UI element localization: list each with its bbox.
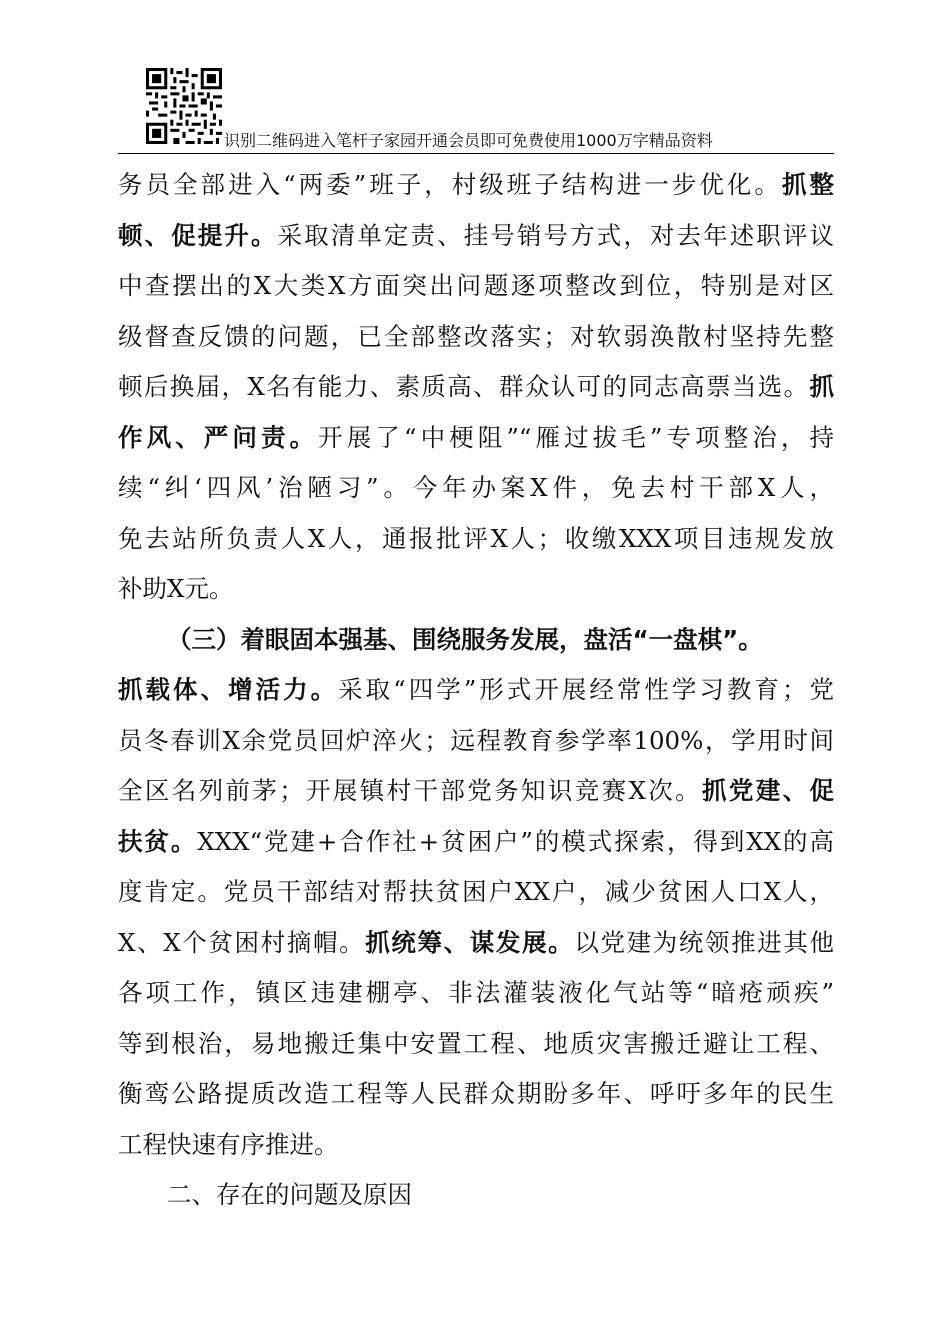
text-line — [118, 413, 834, 464]
text-line: 各项工作，镇区违建棚亭、非法灌装液化气站等“暗疮顽疾” — [118, 978, 834, 1007]
bold-lead: 抓党建、促 — [702, 776, 834, 805]
text-line — [118, 362, 834, 413]
text-line: 免去站所负责人X人，通报批评X人；收缴XXX项目违规发放 — [118, 523, 834, 553]
heading-text: （三）着眼固本强基、围绕服务发展，盘活“一盘棋”。 — [167, 624, 763, 654]
document-body — [118, 160, 834, 1221]
text-line: 工程快速有序推进。 — [118, 1129, 339, 1159]
text-line — [118, 918, 834, 969]
bold-lead: 扶贫。 — [118, 826, 198, 856]
section-heading: 二、存在的问题及原因 — [167, 1180, 412, 1209]
text-line: 级督查反馈的问题，已全部整改落实；对软弱涣散村坚持先整 — [118, 321, 834, 351]
text-line — [118, 160, 834, 211]
bold-lead: 作风、严问责。 — [118, 422, 319, 452]
body-text: 顿后换届，X名有能力、素质高、群众认可的同志高票当选。 — [118, 372, 810, 401]
text-line — [118, 766, 834, 817]
text-line — [118, 211, 834, 262]
body-text: X、X个贫困村摘帽。 — [118, 927, 366, 957]
text-line: 度肯定。党员干部结对帮扶贫困户XX户，减少贫困人口X人， — [118, 877, 834, 906]
body-text: 务员全部进入“两委”班子，村级班子结构进一步优化。 — [118, 170, 782, 199]
body-text: 开展了“中梗阻”“雁过拔毛”专项整治，持 — [318, 422, 834, 452]
text-line: 员冬春训X余党员回炉淬火；远程教育参学率100%，学用时间 — [118, 725, 834, 755]
page-header — [118, 62, 834, 154]
body-text: 采取清单定责、挂号销号方式，对去年述职评议 — [277, 220, 834, 250]
bold-lead: 顿、促提升。 — [118, 220, 278, 250]
text-line: 等到根治，易地搬迁集中安置工程、地质灾害搬迁避让工程、 — [118, 1028, 834, 1058]
body-text: 以党建为统领推进其他 — [574, 927, 834, 957]
qr-code-icon[interactable] — [146, 68, 222, 144]
header-divider — [118, 153, 834, 154]
bold-lead: 抓统筹、谋发展。 — [365, 927, 575, 957]
bold-lead: 抓载体、增活力。 — [118, 675, 339, 704]
bold-lead: 抓 — [809, 372, 834, 401]
body-text: 采取“四学”形式开展经常性学习教育；党 — [338, 675, 834, 704]
subsection-heading — [118, 615, 834, 666]
text-line — [118, 817, 834, 868]
paragraph — [118, 615, 834, 1171]
body-text: 全区名列前茅；开展镇村干部党务知识竞赛X次。 — [118, 776, 703, 805]
text-line: 续“纠‘四风’治陋习”。今年办案X件，免去村干部X人， — [118, 473, 834, 502]
header-notice: 识别二维码进入笔杆子家园开通会员即可免费使用1000万字精品资料 — [224, 131, 713, 150]
text-line: 补助X元。 — [118, 574, 234, 603]
text-line: 中查摆出的X大类X方面突出问题逐项整改到位，特别是对区 — [118, 271, 834, 300]
bold-lead: 抓整 — [781, 170, 834, 199]
paragraph — [118, 160, 834, 615]
text-line — [118, 665, 834, 716]
text-line: 衡鸾公路提质改造工程等人民群众期盼多年、呼吁多年的民生 — [118, 1079, 834, 1108]
body-text: XXX“党建+合作社+贫困户”的模式探索，得到XX的高 — [197, 826, 834, 856]
